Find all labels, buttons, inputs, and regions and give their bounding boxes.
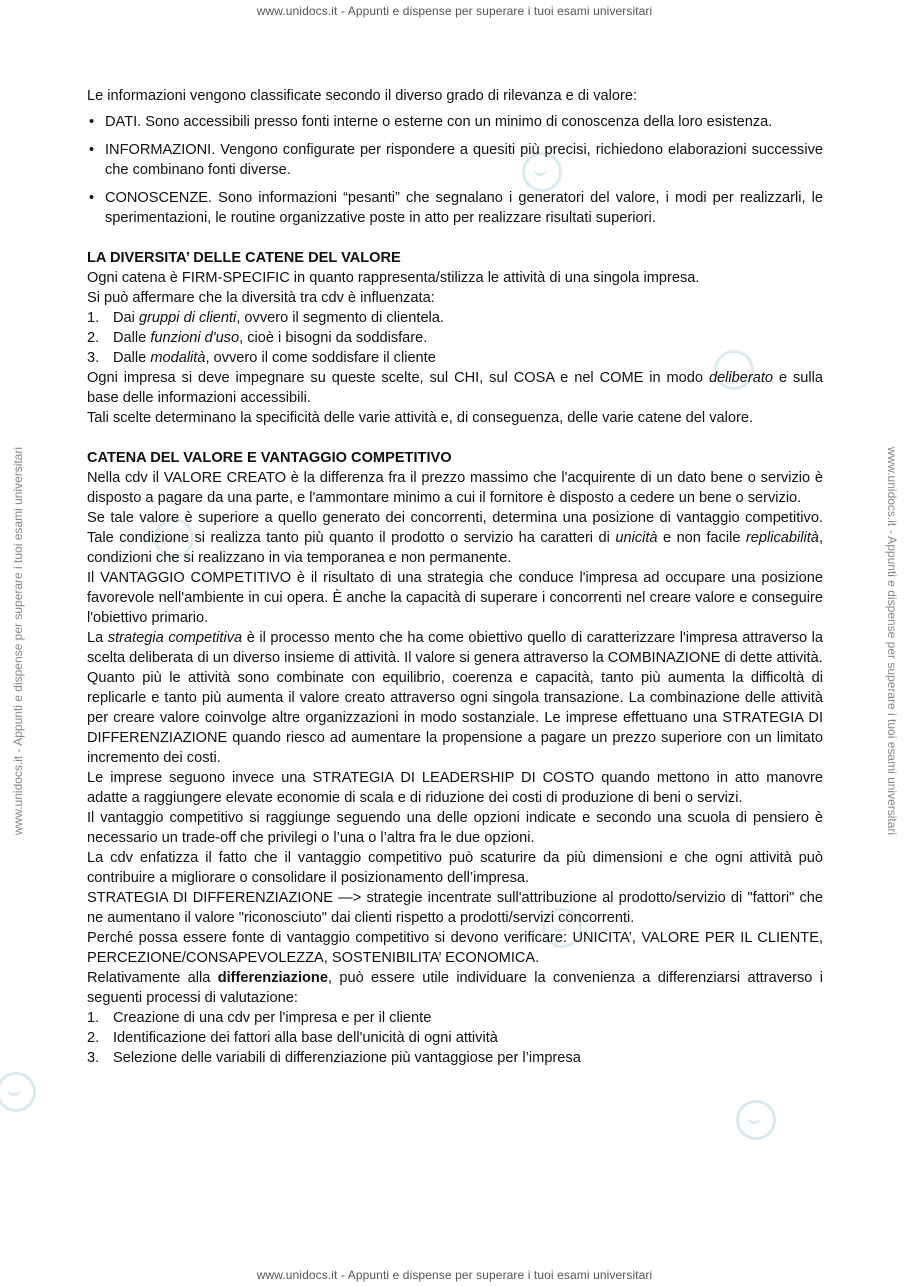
- paragraph: Se tale valore è superiore a quello generato dei concorrenti, determina una posizione di vantaggio competitivo. Tale condizione si realizza tanto più quanto il prodotto o servizio ha caratteri di unicità e non facile replicabilità, condizioni che si realizzano in via temporanea e non permanente.: [87, 510, 823, 566]
- paragraph: Il VANTAGGIO COMPETITIVO è il risultato di una strategia che conduce l'impresa ad occupare una posizione favorevole nell'ambiente in cui opera. È anche la capacità di superare i concorrenti nel creare valore e conseguire l'obiettivo primario.: [87, 570, 823, 626]
- paragraph: La cdv enfatizza il fatto che il vantaggio competitivo può scaturire da più dimensioni e che ogni attività può contribuire a migliorare o consolidare il posizionamento dell’impresa.: [87, 850, 823, 886]
- paragraph: Relativamente alla differenziazione, può essere utile individuare la convenienza a differenziarsi attraverso i seguenti processi di valutazione:: [87, 970, 823, 1006]
- watermark-logo-icon: [736, 1100, 776, 1140]
- paragraph: La strategia competitiva è il processo mento che ha come obiettivo quello di caratterizzare l'impresa attraverso la scelta deliberata di un diverso insieme di attività. Il valore si genera attraverso la COMBINAZIONE di dette attività.: [87, 630, 823, 666]
- paragraph: Il vantaggio competitivo si raggiunge seguendo una delle opzioni indicate e secondo una scuola di pensiero è necessario un trade-off che privilegi o l’una o l’altra fra le due opzioni.: [87, 810, 823, 846]
- list-item: • DATI. Sono accessibili presso fonti interne o esterne con un minimo di conoscenza della loro esistenza.: [87, 112, 823, 132]
- list-item: 2. Dalle funzioni d'uso, cioè i bisogni da soddisfare.: [87, 330, 428, 346]
- watermark-right: www.unidocs.it - Appunti e dispense per superare i tuoi esami universitari: [885, 446, 899, 836]
- info-classification-list: [87, 112, 823, 228]
- list-item: 3. Dalle modalità, ovvero il come soddisfare il cliente: [87, 350, 436, 366]
- paragraph: Tali scelte determinano la specificità delle varie attività e, di conseguenza, delle varie catene del valore.: [87, 410, 754, 426]
- list-item: 1. Creazione di una cdv per l'impresa e per il cliente: [87, 1010, 432, 1026]
- paragraph: Nella cdv il VALORE CREATO è la differenza fra il prezzo massimo che l'acquirente di un dato bene o servizio è disposto a pagare da una parte, e l'ammontare minimo a cui il fornitore è disposto a cedere un bene o servizio.: [87, 470, 823, 506]
- list-item: • CONOSCENZE. Sono informazioni “pesanti” che segnalano i generatori del valore, i modi per realizzarli, le sperimentazioni, le routine organizzative poste in atto per realizzare risultati superiori.: [87, 188, 823, 228]
- list-item: 3. Selezione delle variabili di differenziazione più vantaggiose per l’impresa: [87, 1050, 581, 1066]
- watermark-left: www.unidocs.it - Appunti e dispense per superare i tuoi esami universitari: [11, 446, 25, 836]
- paragraph: Si può affermare che la diversità tra cdv è influenzata:: [87, 290, 435, 306]
- watermark-bottom: www.unidocs.it - Appunti e dispense per superare i tuoi esami universitari: [256, 1268, 653, 1282]
- paragraph: Perché possa essere fonte di vantaggio competitivo si devono verificare: UNICITA’, VALORE PER IL CLIENTE, PERCEZIONE/CONSAPEVOLEZZA, SOSTENIBILITA’ ECONOMICA.: [87, 930, 823, 966]
- watermark-logo-icon: [0, 1072, 36, 1112]
- list-item: 2. Identificazione dei fattori alla base dell'unicità di ogni attività: [87, 1030, 498, 1046]
- numbered-list: [87, 1008, 823, 1068]
- list-item: • INFORMAZIONI. Vengono configurate per rispondere a quesiti più precisi, richiedono elaborazioni successive che combinano fonti diverse.: [87, 140, 823, 180]
- paragraph: STRATEGIA DI DIFFERENZIAZIONE —> strategie incentrate sull'attribuzione al prodotto/servizio di "fattori" che ne aumentano il valore "riconosciuto" dai clienti rispetto a prodotti/servizi concorrenti.: [87, 890, 823, 926]
- paragraph: Ogni catena è FIRM-SPECIFIC in quanto rappresenta/stilizza le attività di una singola impresa.: [87, 270, 700, 286]
- section-heading: CATENA DEL VALORE E VANTAGGIO COMPETITIVO: [87, 450, 452, 466]
- section-diversita: [87, 248, 823, 428]
- paragraph: Ogni impresa si deve impegnare su queste scelte, sul CHI, sul COSA e nel COME in modo deliberato e sulla base delle informazioni accessibili.: [87, 370, 824, 406]
- section-heading: LA DIVERSITA’ DELLE CATENE DEL VALORE: [87, 250, 401, 266]
- numbered-list: [87, 308, 823, 368]
- paragraph: Quanto più le attività sono combinate con equilibrio, coerenza e capacità, tanto più aumenta la difficoltà di replicarle e tanto più aumenta il valore creato attraverso ogni singola transazione. La combinazione delle attività per creare valore coinvolge altre organizzazioni in modo sostanziale. Le imprese effettuano una STRATEGIA DI DIFFERENZIAZIONE quando riesco ad aumentare la propensione a pagare un prezzo superiore con un limitato incremento dei costi.: [87, 670, 823, 766]
- section-vantaggio-competitivo: [87, 448, 823, 1068]
- intro-paragraph: Le informazioni vengono classificate secondo il diverso grado di rilevanza e di valore:: [87, 88, 638, 104]
- document-body: [87, 86, 823, 1068]
- paragraph: Le imprese seguono invece una STRATEGIA DI LEADERSHIP DI COSTO quando mettono in atto manovre adatte a raggiungere elevate economie di scala e di riduzione dei costi di produzione di beni o servizi.: [87, 770, 823, 806]
- list-item: 1. Dai gruppi di clienti, ovvero il segmento di clientela.: [87, 310, 444, 326]
- watermark-top: www.unidocs.it - Appunti e dispense per superare i tuoi esami universitari: [256, 4, 653, 18]
